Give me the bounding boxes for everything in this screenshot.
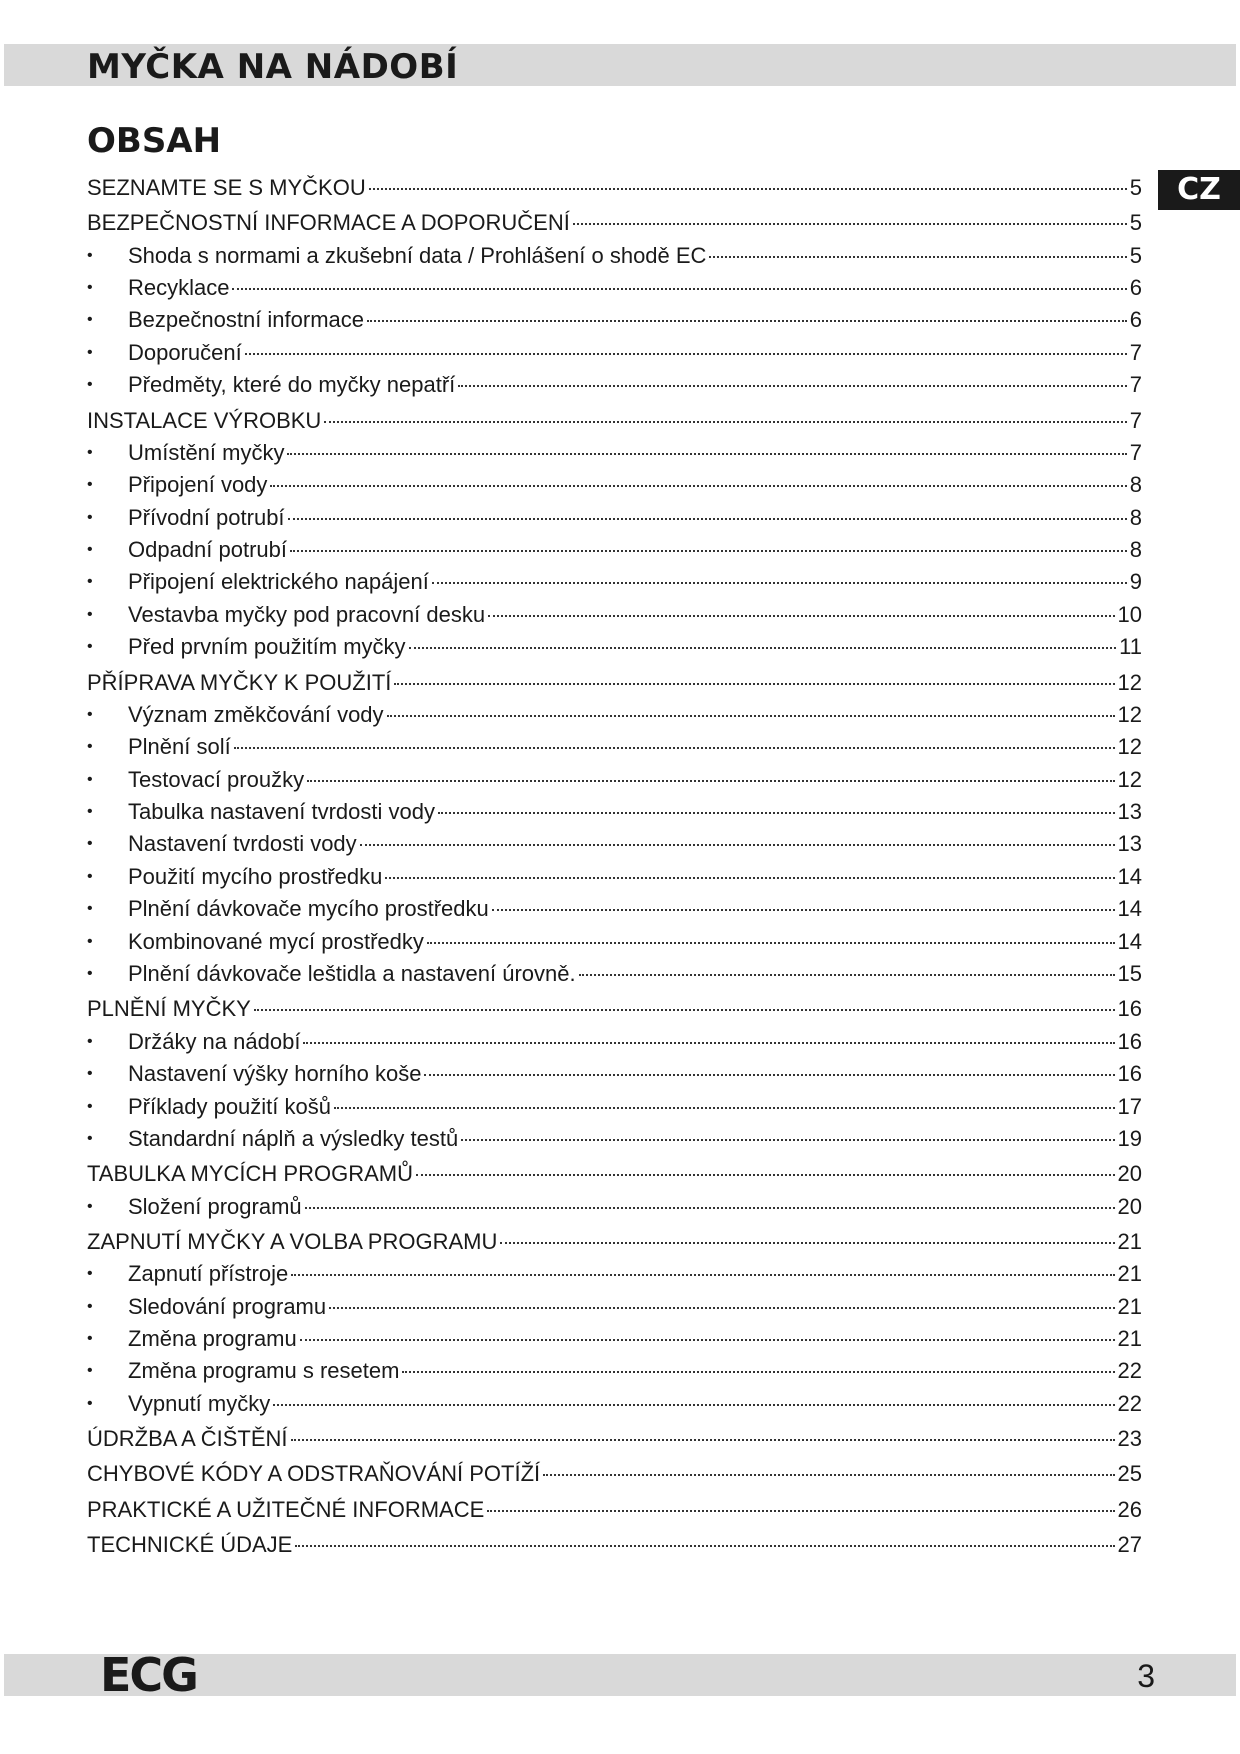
toc-entry-label: Kombinované mycí prostředky xyxy=(128,928,424,954)
dot-leader xyxy=(424,1074,1114,1076)
toc-entry-label: TECHNICKÉ ÚDAJE xyxy=(87,1531,293,1557)
bullet-icon: • xyxy=(87,343,93,361)
toc-entry-label: ÚDRŽBA A ČIŠTĚNÍ xyxy=(87,1426,288,1452)
dot-leader xyxy=(270,485,1126,487)
brand-logo: ECG xyxy=(100,1648,197,1702)
dot-leader xyxy=(305,1207,1115,1209)
toc-subentry xyxy=(87,764,1142,796)
toc-entry-label: Umístění myčky xyxy=(128,439,285,465)
dot-leader xyxy=(709,256,1126,258)
dot-leader xyxy=(416,1174,1115,1176)
toc-entry-label: TABULKA MYCÍCH PROGRAMŮ xyxy=(87,1161,413,1187)
bullet-icon: • xyxy=(87,803,93,821)
toc-entry-page: 13 xyxy=(1117,799,1142,825)
toc-entry-label: Připojení elektrického napájení xyxy=(128,569,429,595)
toc-subentry xyxy=(87,861,1142,893)
dot-leader xyxy=(369,188,1127,190)
toc-entry-label: Plnění dávkovače leštidla a nastavení úrovně. xyxy=(128,961,576,987)
dot-leader xyxy=(324,421,1126,423)
toc-entry-page: 12 xyxy=(1117,734,1142,760)
toc-subentry xyxy=(87,1091,1142,1123)
dot-leader xyxy=(543,1474,1114,1476)
toc-entry-label: Plnění dávkovače mycího prostředku xyxy=(128,896,489,922)
toc-entry-page: 14 xyxy=(1117,863,1142,889)
toc-entry-page: 21 xyxy=(1117,1228,1142,1254)
toc-entry-label: PLNĚNÍ MYČKY xyxy=(87,996,251,1022)
toc-entry-label: Před prvním použitím myčky xyxy=(128,634,406,660)
toc-subentry xyxy=(87,502,1142,534)
toc-subentry xyxy=(87,1323,1142,1355)
toc-entry xyxy=(87,1226,1142,1258)
toc-subentry xyxy=(87,272,1142,304)
toc-entry-page: 23 xyxy=(1117,1426,1142,1452)
toc-entry-label: Změna programu s resetem xyxy=(128,1358,400,1384)
toc-subentry xyxy=(87,731,1142,763)
dot-leader xyxy=(461,1139,1114,1141)
bullet-icon: • xyxy=(87,311,93,329)
toc-entry-label: Plnění solí xyxy=(128,734,231,760)
toc-entry-page: 17 xyxy=(1117,1093,1142,1119)
dot-leader xyxy=(291,1274,1114,1276)
toc-entry-page: 12 xyxy=(1117,701,1142,727)
toc-entry-page: 6 xyxy=(1129,275,1142,301)
toc-entry-label: CHYBOVÉ KÓDY A ODSTRAŇOVÁNÍ POTÍŽÍ xyxy=(87,1461,541,1487)
toc-entry xyxy=(87,1458,1142,1490)
toc-entry-page: 21 xyxy=(1117,1326,1142,1352)
toc-subentry xyxy=(87,828,1142,860)
dot-leader xyxy=(303,1042,1114,1044)
dot-leader xyxy=(500,1242,1114,1244)
toc-subentry xyxy=(87,1058,1142,1090)
toc-entry-page: 7 xyxy=(1129,407,1142,433)
toc-subentry xyxy=(87,699,1142,731)
bullet-icon: • xyxy=(87,1265,93,1283)
bullet-icon: • xyxy=(87,1362,93,1380)
toc-subentry xyxy=(87,369,1142,401)
toc-subentry xyxy=(87,893,1142,925)
toc-subentry xyxy=(87,337,1142,369)
dot-leader xyxy=(307,780,1114,782)
toc-entry-page: 8 xyxy=(1129,472,1142,498)
toc-entry-page: 25 xyxy=(1117,1461,1142,1487)
toc-subentry xyxy=(87,1258,1142,1290)
toc-entry-page: 13 xyxy=(1117,831,1142,857)
bullet-icon: • xyxy=(87,443,93,461)
dot-leader xyxy=(487,1510,1114,1512)
dot-leader xyxy=(432,582,1127,584)
bullet-icon: • xyxy=(87,738,93,756)
toc-entry-page: 9 xyxy=(1129,569,1142,595)
toc-entry-page: 7 xyxy=(1129,372,1142,398)
toc-entry-page: 11 xyxy=(1119,634,1142,660)
toc-entry-page: 7 xyxy=(1129,439,1142,465)
bullet-icon: • xyxy=(87,1065,93,1083)
dot-leader xyxy=(234,747,1115,749)
toc-entry-label: Držáky na nádobí xyxy=(128,1028,301,1054)
toc-entry-label: Složení programů xyxy=(128,1193,302,1219)
language-tab: CZ xyxy=(1158,170,1240,210)
toc-entry-label: Význam změkčování vody xyxy=(128,701,384,727)
toc-subentry xyxy=(87,240,1142,272)
toc-subentry xyxy=(87,926,1142,958)
toc-entry-label: Odpadní potrubí xyxy=(128,537,288,563)
bullet-icon: • xyxy=(87,476,93,494)
dot-leader xyxy=(360,844,1115,846)
toc-entry-label: INSTALACE VÝROBKU xyxy=(87,407,322,433)
dot-leader xyxy=(254,1009,1115,1011)
toc-entry xyxy=(87,1158,1142,1190)
dot-leader xyxy=(232,288,1126,290)
toc-entry-label: PRAKTICKÉ A UŽITEČNÉ INFORMACE xyxy=(87,1496,485,1522)
bullet-icon: • xyxy=(87,376,93,394)
toc-entry-page: 16 xyxy=(1117,1028,1142,1054)
dot-leader xyxy=(291,1439,1115,1441)
dot-leader xyxy=(300,1339,1115,1341)
toc-entry-page: 7 xyxy=(1129,339,1142,365)
toc-entry-label: Testovací proužky xyxy=(128,766,305,792)
toc-entry-label: BEZPEČNOSTNÍ INFORMACE A DOPORUČENÍ xyxy=(87,210,570,236)
toc-entry-label: Příklady použití košů xyxy=(128,1093,331,1119)
toc-subentry xyxy=(87,1388,1142,1420)
dot-leader xyxy=(427,942,1115,944)
toc-entry-page: 12 xyxy=(1117,669,1142,695)
dot-leader xyxy=(295,1545,1114,1547)
toc-entry-label: SEZNAMTE SE S MYČKOU xyxy=(87,175,366,200)
bullet-icon: • xyxy=(87,965,93,983)
toc-subentry xyxy=(87,599,1142,631)
bullet-icon: • xyxy=(87,1097,93,1115)
dot-leader xyxy=(245,353,1127,355)
toc-subentry xyxy=(87,304,1142,336)
toc-entry-label: Nastavení tvrdosti vody xyxy=(128,831,357,857)
dot-leader xyxy=(394,683,1114,685)
toc-subentry xyxy=(87,437,1142,469)
toc-entry-label: Recyklace xyxy=(128,275,230,301)
dot-leader xyxy=(367,320,1127,322)
toc-entry-label: Použití mycího prostředku xyxy=(128,863,383,889)
toc-heading: OBSAH xyxy=(87,121,222,161)
toc-entry-page: 14 xyxy=(1117,896,1142,922)
bullet-icon: • xyxy=(87,573,93,591)
toc-entry-label: Připojení vody xyxy=(128,472,268,498)
bullet-icon: • xyxy=(87,932,93,950)
bullet-icon: • xyxy=(87,638,93,656)
bullet-icon: • xyxy=(87,508,93,526)
dot-leader xyxy=(287,453,1126,455)
toc-entry-page: 14 xyxy=(1117,928,1142,954)
toc-entry xyxy=(87,1423,1142,1455)
toc-entry-label: Nastavení výšky horního koše xyxy=(128,1061,422,1087)
toc-entry-page: 15 xyxy=(1117,961,1142,987)
toc-entry-page: 5 xyxy=(1129,242,1142,268)
bullet-icon: • xyxy=(87,900,93,918)
toc-entry-page: 5 xyxy=(1129,175,1142,200)
toc-entry-label: PŘÍPRAVA MYČKY K POUŽITÍ xyxy=(87,669,392,695)
toc-entry-page: 22 xyxy=(1117,1390,1142,1416)
bullet-icon: • xyxy=(87,705,93,723)
toc-entry-page: 6 xyxy=(1129,307,1142,333)
dot-leader xyxy=(273,1404,1114,1406)
page-title: MYČKA NA NÁDOBÍ xyxy=(87,47,459,87)
bullet-icon: • xyxy=(87,1330,93,1348)
dot-leader xyxy=(334,1107,1115,1109)
toc-entry-label: Standardní náplň a výsledky testů xyxy=(128,1125,459,1151)
dot-leader xyxy=(290,550,1127,552)
bullet-icon: • xyxy=(87,835,93,853)
toc-subentry xyxy=(87,1123,1142,1155)
toc-subentry xyxy=(87,1291,1142,1323)
bullet-icon: • xyxy=(87,1297,93,1315)
bullet-icon: • xyxy=(87,1032,93,1050)
toc-entry xyxy=(87,1494,1142,1526)
toc-subentry xyxy=(87,631,1142,663)
toc-entry-page: 21 xyxy=(1117,1261,1142,1287)
toc-subentry xyxy=(87,469,1142,501)
dot-leader xyxy=(409,647,1117,649)
page-number: 3 xyxy=(1137,1658,1155,1694)
dot-leader xyxy=(438,812,1115,814)
dot-leader xyxy=(402,1371,1114,1373)
toc-entry-label: Sledování programu xyxy=(128,1293,327,1319)
bullet-icon: • xyxy=(87,605,93,623)
dot-leader xyxy=(573,223,1127,225)
toc-entry-page: 10 xyxy=(1117,601,1142,627)
toc-entry-page: 8 xyxy=(1129,537,1142,563)
toc-entry-page: 8 xyxy=(1129,504,1142,530)
toc-entry xyxy=(87,1529,1142,1561)
toc-entry-label: Vestavba myčky pod pracovní desku xyxy=(128,601,486,627)
dot-leader xyxy=(288,518,1127,520)
toc-entry-page: 19 xyxy=(1117,1125,1142,1151)
toc-subentry xyxy=(87,1191,1142,1223)
bullet-icon: • xyxy=(87,770,93,788)
toc-entry xyxy=(87,207,1142,239)
toc-entry-page: 20 xyxy=(1117,1193,1142,1219)
toc-entry-label: Vypnutí myčky xyxy=(128,1390,271,1416)
dot-leader xyxy=(329,1307,1114,1309)
dot-leader xyxy=(579,974,1115,976)
toc-entry-page: 12 xyxy=(1117,766,1142,792)
toc-entry-label: Přívodní potrubí xyxy=(128,504,285,530)
bullet-icon: • xyxy=(87,279,93,297)
toc-entry-page: 20 xyxy=(1117,1161,1142,1187)
toc-entry-page: 27 xyxy=(1117,1531,1142,1557)
dot-leader xyxy=(387,715,1115,717)
toc-subentry xyxy=(87,566,1142,598)
toc-entry-label: Shoda s normami a zkušební data / Prohlášení o shodě EC xyxy=(128,242,707,268)
bullet-icon: • xyxy=(87,1394,93,1412)
dot-leader xyxy=(488,615,1114,617)
toc-entry xyxy=(87,667,1142,699)
toc-subentry xyxy=(87,796,1142,828)
toc-entry-label: ZAPNUTÍ MYČKY A VOLBA PROGRAMU xyxy=(87,1228,498,1254)
toc-entry-label: Bezpečnostní informace xyxy=(128,307,365,333)
toc-subentry xyxy=(87,1026,1142,1058)
dot-leader xyxy=(492,909,1115,911)
dot-leader xyxy=(458,385,1126,387)
toc-subentry xyxy=(87,534,1142,566)
toc-entry xyxy=(87,993,1142,1025)
toc-entry-label: Tabulka nastavení tvrdosti vody xyxy=(128,799,435,825)
toc-entry-page: 22 xyxy=(1117,1358,1142,1384)
toc-subentry xyxy=(87,1355,1142,1387)
toc-entry-label: Změna programu xyxy=(128,1326,297,1352)
toc-entry xyxy=(87,405,1142,437)
dot-leader xyxy=(385,877,1114,879)
toc-entry-page: 16 xyxy=(1117,996,1142,1022)
bullet-icon: • xyxy=(87,1197,93,1215)
toc-entry-label: Doporučení xyxy=(128,339,242,365)
toc-entry-label: Předměty, které do myčky nepatří xyxy=(128,372,456,398)
toc-entry-page: 16 xyxy=(1117,1061,1142,1087)
bullet-icon: • xyxy=(87,246,93,264)
bullet-icon: • xyxy=(87,541,93,559)
toc-entry-page: 5 xyxy=(1129,210,1142,236)
bullet-icon: • xyxy=(87,1129,93,1147)
table-of-contents xyxy=(87,172,1142,1561)
toc-entry-page: 21 xyxy=(1117,1293,1142,1319)
toc-entry-label: Zapnutí přístroje xyxy=(128,1261,289,1287)
toc-entry-page: 26 xyxy=(1117,1496,1142,1522)
toc-entry xyxy=(87,172,1142,204)
toc-subentry xyxy=(87,958,1142,990)
bullet-icon: • xyxy=(87,867,93,885)
